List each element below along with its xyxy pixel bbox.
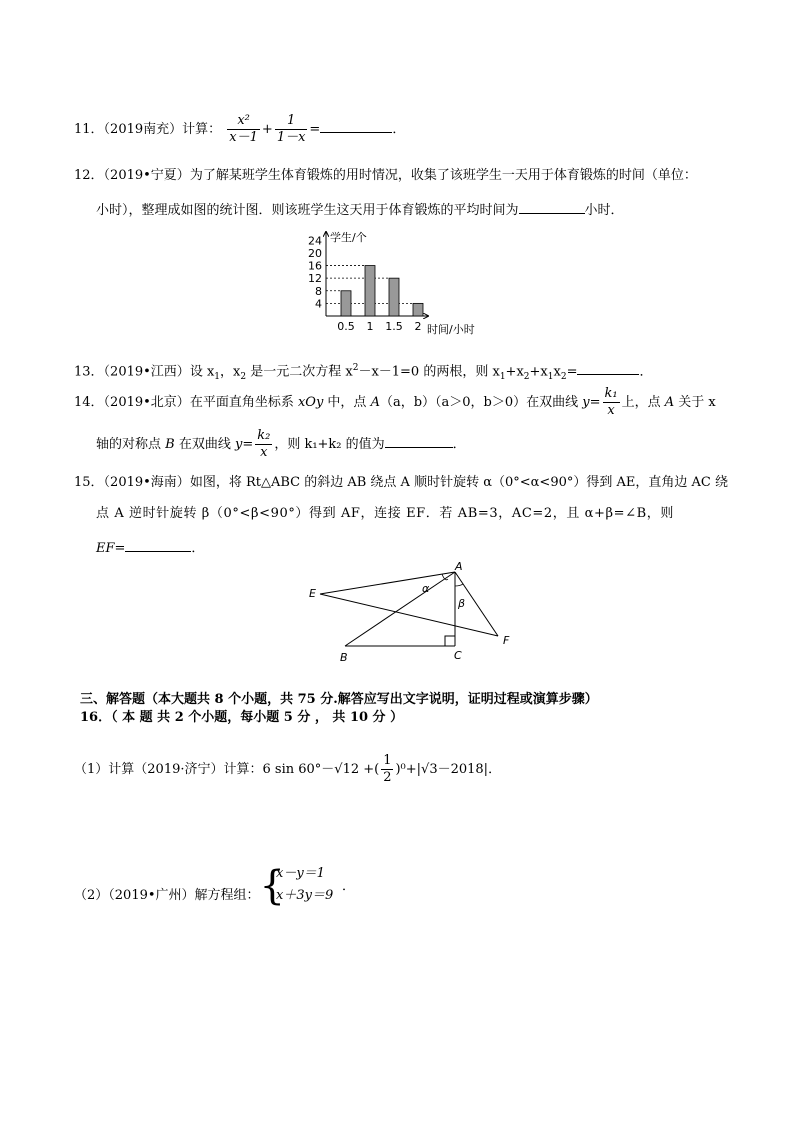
system-end: ．	[342, 879, 356, 894]
equation-1: x－y＝1	[276, 866, 325, 881]
y-tick-label: 16	[308, 259, 322, 273]
y-tick-label: 20	[308, 246, 322, 260]
label-beta: β	[458, 597, 466, 610]
question-16-title: 16．（ 本 题 共 2 个小题，每小题 5 分 ， 共 10 分 ）	[80, 710, 404, 725]
q11-fraction-2: $\frac{1}{1-x}$	[276, 113, 306, 145]
half-fraction: $\frac{1}{2}$	[383, 753, 392, 785]
question-16-part-2: （2）（2019•广州）解方程组：{	[74, 863, 285, 909]
label-B: B	[340, 651, 348, 664]
y-tick-label: 24	[308, 234, 322, 248]
bar-chart	[290, 228, 500, 340]
y-tick-label: 12	[308, 272, 322, 286]
q14-fraction-2: $\frac{\text{k₂}}{x}$	[257, 428, 271, 460]
label-A: A	[455, 560, 463, 573]
x-tick-label: 0.5	[337, 320, 355, 333]
q15-answer-blank[interactable]	[125, 537, 191, 552]
label-alpha: α	[422, 582, 430, 595]
q11-number: 11．	[74, 122, 104, 137]
geometry-figure	[300, 560, 530, 670]
question-14-line2: 轴的对称点 B 在双曲线 y= $\frac{\text{k₂}}{x}$ ，则 k₁+k₂ 的值为 ．	[96, 428, 466, 460]
q11-source: （2019南充）	[103, 122, 183, 137]
section-3-title: 三、解答题（本大题共 8 个小题，共 75 分.解答应写出文字说明，证明过程或演算步骤）	[80, 692, 598, 707]
label-E: E	[309, 587, 316, 600]
question-15: 15．（2019•海南）如图，将 Rt△ABC 的斜边 AB 绕点 A 顺时针旋转 α（0°<α<90°）得到 AE，直角边 AC 绕	[74, 475, 728, 490]
segment-AE	[320, 572, 455, 594]
q12-source: （2019•宁夏）	[103, 168, 190, 183]
q13-answer-blank[interactable]	[577, 360, 639, 375]
q14-answer-blank[interactable]	[385, 433, 453, 448]
bar-1.5	[389, 278, 399, 316]
y-axis-label: 学生/个	[330, 231, 367, 244]
q11-fraction-1: $\frac{\text{x²}}{x-1}$	[229, 113, 258, 145]
question-15-line2: 点 A 逆时针旋转 β（0°<β<90°）得到 AF，连接 EF．若 AB=3，AC=2，且 α+β=∠B，则	[96, 506, 674, 521]
segment-AB	[345, 572, 455, 646]
bar-1	[365, 266, 375, 316]
question-13: 13．（2019•江西）设 $x_1$，$x_2$ 是一元二次方程 $x^2-x-1=0$ 的两根，则 $x_1+x_2+x_1x_2=$ ．	[74, 359, 652, 386]
bar-2	[413, 303, 423, 316]
x-tick-label: 2	[414, 320, 422, 333]
system-brace: {	[259, 863, 285, 909]
x-tick-label: 1	[366, 320, 374, 333]
x-tick-label: 1.5	[385, 320, 403, 333]
label-C: C	[454, 649, 462, 662]
q12-number: 12．	[74, 168, 104, 183]
equation-2: x＋3y＝9	[276, 888, 334, 903]
q11-answer-blank[interactable]	[320, 118, 392, 133]
q12-answer-blank[interactable]	[519, 199, 585, 214]
angle-beta-arc	[455, 584, 463, 586]
y-tick-label: 8	[315, 284, 322, 298]
bar-0.5	[341, 291, 351, 316]
question-16-part-1: （1）计算（2019·济宁）计算：6 sin 60°－√12 +( $\frac{1}{2}$ )⁰+|√3－2018|．	[74, 753, 502, 785]
question-11: 11．（2019南充）计算： $\frac{\text{x²}}{x-1}$ + $\frac{1}{1-x}$ = ．	[74, 113, 406, 145]
x-axis-label: 时间/小时	[427, 323, 475, 336]
segment-EF	[320, 594, 498, 636]
right-angle-mark	[445, 636, 455, 646]
q12-line1: 为了解某班学生体育锻炼的用时情况，收集了该班学生一天用于体育锻炼的时间（单位：	[189, 168, 697, 183]
question-12-line2: 小时），整理成如图的统计图．则该班学生这天用于体育锻炼的平均时间为 小时．	[96, 199, 624, 220]
question-15-line3: EF= ．	[96, 537, 204, 558]
q14-fraction-1: $\frac{\text{k₁}}{x}$	[604, 386, 618, 418]
q11-text: 计算：	[182, 122, 222, 137]
question-12	[74, 167, 697, 185]
label-F: F	[503, 634, 510, 647]
y-tick-label: 4	[315, 297, 322, 311]
question-14: 14．（2019•北京）在平面直角坐标系 xOy 中，点 A（a，b）（a＞0，b＞0）在双曲线 y= $\frac{\text{k₁}}{x}$ 上，点 A 关于 x	[74, 386, 716, 418]
